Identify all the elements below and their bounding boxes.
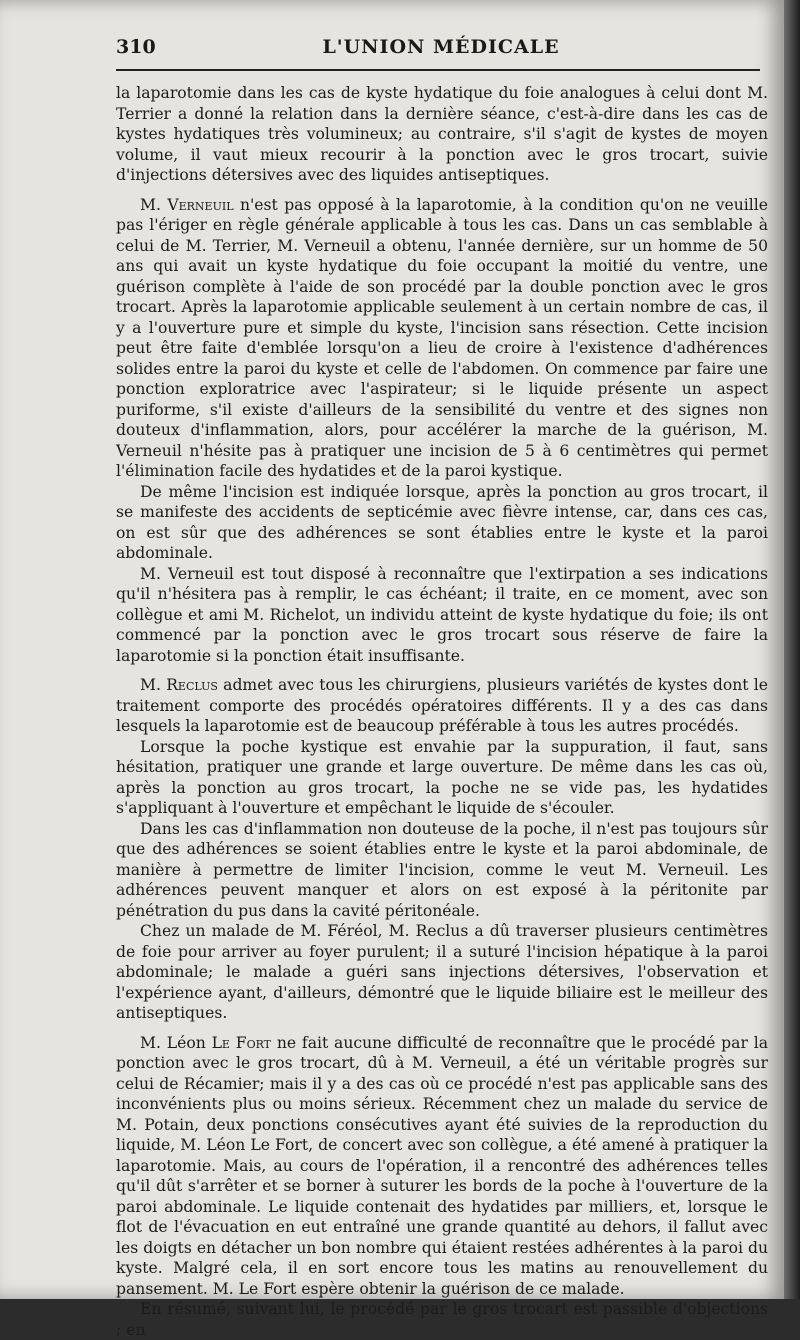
body-text — [116, 83, 768, 1340]
paragraph: Chez un malade de M. Féréol, M. Reclus a dû traverser plusieurs centimètres de foie pour arriver au foyer purulent; il a suturé l'incision hépatique à la paroi abdominale; le malade a guéri sans injections détersives, l'observation et l'expérience ayant, d'ailleurs, démontré que le liquide biliaire est le meilleur des antiseptiques. — [116, 922, 768, 1022]
paragraph: M. Verneuil est tout disposé à reconnaître que l'extirpation a ses indications qu'il n'hésitera pas à remplir, le cas échéant; il traite, en ce moment, avec son collègue et ami M. Richelot, un individu atteint de kyste hydatique du foie; ils ont commencé par la ponction avec le gros trocart sous réserve de faire la laparotomie si la ponction était insuffisante. — [116, 564, 768, 665]
running-title: L'UNION MÉDICALE — [322, 36, 560, 58]
paragraph: Dans les cas d'inflammation non douteuse de la poche, il n'est pas toujours sûr que des adhérences se soient établies entre le kyste et la paroi abdominale, de manière à permettre de limiter l'incision, comme le veut M. Verneuil. Les adhérences peuvent manquer et alors on est exposé à la péritonite par pénétration du pus dans la cavité péritonéale. — [116, 819, 768, 920]
speaker-name: Verneuil — [167, 195, 234, 214]
page-header — [116, 36, 766, 64]
paragraph: De même l'incision est indiquée lorsque, après la ponction au gros trocart, il se manifeste des accidents de septicémie avec fièvre intense, car, dans ces cas, on est sûr que des adhérences se sont établies entre le kyste et la paroi abdominale. — [116, 482, 768, 562]
paragraph: la laparotomie dans les cas de kyste hydatique du foie analogues à celui dont M. Terrier a donné la relation dans la dernière séance, c'est-à-dire dans les cas de kystes hydatiques très volumineux; au contraire, s'il s'agit de kystes de moyen volume, il vaut mieux recourir à la ponction avec le gros trocart, suivie d'injections détersives avec des liquides antiseptiques. — [116, 84, 768, 184]
paragraph: M. Verneuil n'est pas opposé à la laparotomie, à la condition qu'on ne veuille pas l'ériger en règle générale applicable à tous les cas. Dans un cas semblable à celui de M. Terrier, M. Verneuil a obtenu, l'année dernière, sur un homme de 50 ans qui avait un kyste hydatique du foie occupant la moitié du ventre, une guérison complète à l'aide de son procédé par la double ponction avec le gros trocart. Après la laparotomie applicable seulement à un certain nombre de cas, il y a l'ouverture pure et simple du kyste, l'incision sans résection. Cette incision peut être faite d'emblée lorsqu'on a lieu de croire à l'existence d'adhérences solides entre la paroi du kyste et celle de l'abdomen. On commence par faire une ponction exploratrice avec l'aspirateur; si le liquide présente un aspect puriforme, s'il existe d'ailleurs de la sensibilité du ventre et des signes non douteux d'inflammation, alors, pour accélérer la marche de la guérison, M. Verneuil n'hésite pas à pratiquer une incision de 5 à 6 centimètres qui permet l'élimination facile des hydatides et de la paroi kystique. — [116, 195, 768, 480]
page-number: 310 — [116, 36, 156, 58]
paragraph: En résumé, suivant lui, le procédé par le gros trocart est passible d'objections ; en — [116, 1300, 768, 1339]
paragraph: M. Léon Le Fort ne fait aucune difficulté de reconnaître que le procédé par la ponction avec le gros trocart, dû à M. Verneuil, a été un véritable progrès sur celui de Récamier; mais il y a des cas où ce procédé n'est pas applicable sans des inconvénients plus ou moins sérieux. Récemment chez un malade du service de M. Potain, deux ponctions consécutives ayant été suivies de la reproduction du liquide, M. Léon Le Fort, de concert avec son collègue, a été amené à pratiquer la laparotomie. Mais, au cours de l'opération, il a rencontré des adhérences telles qu'il dût s'arrêter et se borner à suturer les bords de la poche à l'ouverture de la paroi abdominale. Le liquide contenait des hydatides par milliers, et, lorsque le flot de l'évacuation en eut entraîné une grande quantité au dehors, il fallut avec les doigts en détacher un bon nombre qui étaient restées adhérentes à la paroi du kyste. Malgré cela, il en sort encore tous les matins au renouvellement du pansement. M. Le Fort espère obtenir la guérison de ce malade. — [116, 1033, 769, 1298]
page-edge-shadow — [784, 0, 800, 1299]
speaker-name: Reclus — [166, 676, 218, 694]
paragraph: M. Reclus admet avec tous les chirurgiens, plusieurs variétés de kystes dont le traitement comporte des procédés opératoires différents. Il y a des cas dans lesquels la laparotomie est de beaucoup préférable à tous les autres procédés. — [116, 676, 768, 735]
header-rule — [116, 69, 760, 71]
paragraph: Lorsque la poche kystique est envahie par la suppuration, il faut, sans hésitation, pratiquer une grande et large ouverture. De même dans les cas où, après la ponction au gros trocart, la poche ne se vide pas, les hydatides s'appliquant à l'ouverture et empêchant le liquide de s'écouler. — [116, 737, 768, 817]
speaker-name: Le Fort — [211, 1033, 272, 1052]
